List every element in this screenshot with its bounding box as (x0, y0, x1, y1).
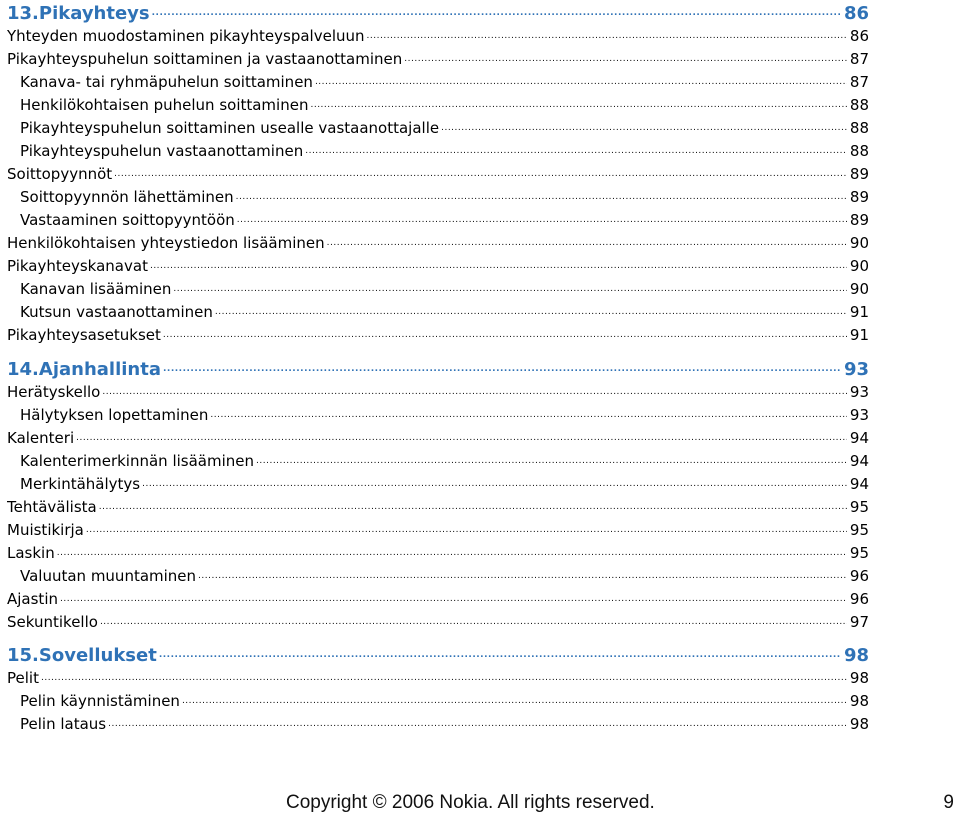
toc-entry-title: Pelit (7, 669, 39, 687)
toc-entry-page: 95 (849, 497, 869, 516)
toc-entry[interactable] (7, 232, 869, 255)
toc-entry-page: 90 (849, 280, 869, 298)
toc-dot-leader (57, 542, 847, 565)
toc-section-heading[interactable] (7, 2, 869, 25)
toc-entry[interactable] (7, 713, 869, 736)
toc-entry[interactable] (7, 588, 869, 611)
toc-entry-title: Vastaaminen soittopyyntöön (20, 211, 235, 229)
page-number: 9 (943, 792, 954, 813)
toc-entry-page: 98 (849, 715, 869, 733)
toc-entry[interactable] (7, 404, 869, 427)
toc-entry[interactable] (7, 542, 869, 565)
toc-entry-title: Soittopyynnöt (7, 165, 113, 183)
toc-entry-title: Valuutan muuntaminen (20, 566, 197, 585)
toc-entry-title: Hälytyksen lopettaminen (20, 405, 209, 424)
toc-entry[interactable] (7, 450, 869, 473)
toc-entry-title: Kanava- tai ryhmäpuhelun soittaminen (20, 73, 313, 91)
toc-dot-leader (236, 186, 847, 209)
toc-entry-page: 98 (849, 669, 869, 687)
toc-entry-page: 86 (843, 3, 869, 24)
toc-entry[interactable] (7, 117, 869, 140)
toc-dot-leader (173, 278, 847, 301)
toc-entry-title: Ajastin (7, 589, 58, 608)
toc-dot-leader (310, 94, 846, 117)
toc-entry-page: 93 (849, 405, 869, 424)
toc-entry[interactable] (7, 255, 869, 278)
toc-entry-title: Pikayhteyspuhelun vastaanottaminen (20, 142, 304, 160)
toc-entry-title: Pikayhteysasetukset (7, 326, 161, 344)
toc-dot-leader (404, 48, 847, 71)
toc-entry-page: 96 (849, 566, 869, 585)
copyright-notice: Copyright © 2006 Nokia. All rights reserved. (286, 792, 655, 813)
toc-entry-page: 94 (849, 474, 869, 493)
toc-dot-leader (198, 565, 847, 588)
toc-dot-leader (215, 301, 847, 324)
toc-entry-title: Herätyskello (7, 382, 101, 401)
toc-entry-page: 94 (849, 451, 869, 470)
toc-entry[interactable] (7, 565, 869, 588)
toc-entry-page: 90 (849, 257, 869, 275)
toc-entry[interactable] (7, 690, 869, 713)
toc-entry-title: Soittopyynnön lähettäminen (20, 188, 234, 206)
toc-entry[interactable] (7, 140, 869, 163)
toc-entry-title: Kutsun vastaanottaminen (20, 303, 213, 321)
toc-dot-leader (142, 473, 847, 496)
toc-entry-page: 91 (849, 326, 869, 344)
toc-entry-title: Henkilökohtaisen yhteystiedon lisääminen (7, 234, 325, 252)
toc-entry[interactable] (7, 25, 869, 48)
toc-entry[interactable] (7, 186, 869, 209)
toc-dot-leader (108, 713, 847, 736)
toc-entry-title: Yhteyden muodostaminen pikayhteyspalveluun (7, 27, 365, 45)
toc-entry-title: Muistikirja (7, 520, 84, 539)
toc-dot-leader (237, 209, 847, 232)
toc-entry-title: Henkilökohtaisen puhelun soittaminen (20, 96, 309, 114)
toc-entry-page: 98 (843, 645, 869, 666)
toc-entry-title: Pelin käynnistäminen (20, 692, 180, 710)
toc-dot-leader (256, 450, 847, 473)
toc-dot-leader (100, 611, 847, 634)
toc-entry[interactable] (7, 278, 869, 301)
toc-dot-leader (441, 117, 847, 140)
toc-dot-leader (152, 2, 841, 25)
toc-dot-leader (76, 427, 847, 450)
toc-entry-page: 88 (849, 142, 869, 160)
toc-entry-title: 15.Sovellukset (7, 645, 157, 666)
toc-entry[interactable] (7, 519, 869, 542)
toc-entry-title: 14.Ajanhallinta (7, 358, 161, 380)
toc-entry-title: Pelin lataus (20, 715, 107, 733)
toc-dot-leader (60, 588, 847, 611)
toc-entry-title: Pikayhteyspuhelun soittaminen ja vastaanottaminen (7, 50, 403, 68)
toc-dot-leader (99, 496, 847, 519)
toc-entry-page: 98 (849, 692, 869, 710)
toc-entry-page: 89 (849, 188, 869, 206)
page-footer (0, 792, 960, 818)
toc-dot-leader (163, 324, 847, 347)
toc-dot-leader (150, 255, 847, 278)
toc-entry-page: 88 (849, 119, 869, 137)
toc-entry[interactable] (7, 94, 869, 117)
toc-entry-title: Merkintähälytys (20, 474, 141, 493)
toc-entry-page: 89 (849, 211, 869, 229)
toc-dot-leader (102, 381, 847, 404)
toc-dot-leader (41, 667, 847, 690)
toc-entry-page: 93 (849, 382, 869, 401)
toc-entry[interactable] (7, 667, 869, 690)
toc-entry-page: 95 (849, 520, 869, 539)
toc-entry-page: 91 (849, 303, 869, 321)
toc-dot-leader (182, 690, 847, 713)
toc-entry-page: 89 (849, 165, 869, 183)
toc-dot-leader (210, 404, 847, 427)
toc-entry-page: 87 (849, 73, 869, 91)
toc-entry-title: Pikayhteyspuhelun soittaminen usealle vastaanottajalle (20, 119, 440, 137)
toc-entry[interactable] (7, 496, 869, 519)
toc-entry-title: Kanavan lisääminen (20, 280, 172, 298)
toc-entry[interactable] (7, 427, 869, 450)
toc-entry-title: Sekuntikello (7, 612, 98, 631)
toc-entry[interactable] (7, 473, 869, 496)
toc-entry-page: 96 (849, 589, 869, 608)
toc-dot-leader (367, 25, 847, 48)
toc-entry-page: 95 (849, 543, 869, 562)
toc-entry[interactable] (7, 611, 869, 634)
toc-entry-title: Laskin (7, 543, 55, 562)
toc-entry-title: Tehtävälista (7, 497, 97, 516)
toc-entry[interactable] (7, 301, 869, 324)
toc-entry[interactable] (7, 209, 869, 232)
toc-entry-page: 97 (849, 612, 869, 631)
toc-dot-leader (315, 71, 847, 94)
toc-entry-page: 93 (843, 358, 869, 380)
toc-dot-leader (163, 358, 841, 381)
toc-entry-title: Kalenteri (7, 428, 75, 447)
toc-entry[interactable] (7, 324, 869, 347)
toc-entry-page: 86 (849, 27, 869, 45)
toc-dot-leader (327, 232, 847, 255)
toc-entry-page: 87 (849, 50, 869, 68)
toc-section-heading[interactable] (7, 358, 869, 381)
toc-dot-leader (159, 644, 841, 667)
toc-section-heading[interactable] (7, 644, 869, 667)
toc-entry-title: Kalenterimerkinnän lisääminen (20, 451, 255, 470)
toc-dot-leader (305, 140, 847, 163)
toc-entry[interactable] (7, 381, 869, 404)
toc-entry-title: 13.Pikayhteys (7, 3, 150, 24)
toc-dot-leader (114, 163, 847, 186)
toc-entry-title: Pikayhteyskanavat (7, 257, 148, 275)
toc-entry[interactable] (7, 48, 869, 71)
toc-entry[interactable] (7, 71, 869, 94)
toc-dot-leader (86, 519, 847, 542)
toc-entry[interactable] (7, 163, 869, 186)
toc-entry-page: 94 (849, 428, 869, 447)
toc-entry-page: 90 (849, 234, 869, 252)
toc-entry-page: 88 (849, 96, 869, 114)
